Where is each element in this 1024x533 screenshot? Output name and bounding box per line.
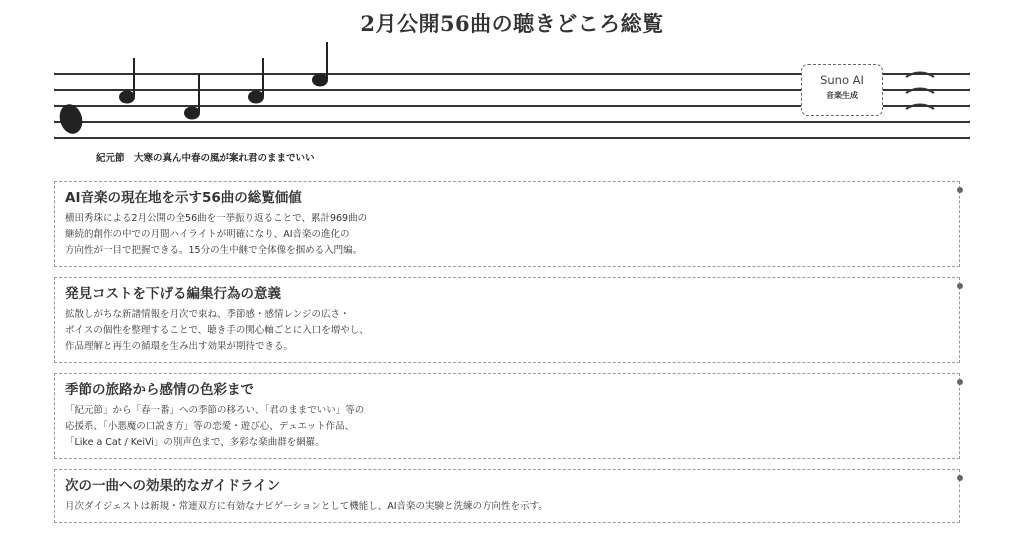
card-body-line: 継続的創作の中での月間ハイライトが明確になり、AI音楽の進化の — [65, 229, 350, 240]
card-body — [65, 403, 949, 451]
card-heading: AI音楽の現在地を示す56曲の総覧価値 — [65, 190, 302, 206]
note-quarter-3 — [248, 58, 264, 104]
card-body — [65, 307, 949, 355]
card-heading: 季節の旅路から感情の色彩まで — [65, 382, 254, 398]
card-next-song-guide — [54, 469, 960, 523]
card-seasons-emotions — [54, 373, 960, 459]
stamp-label-bottom: 音楽生成 — [826, 91, 858, 100]
card-corner-dot — [957, 187, 963, 193]
note-quarter-2 — [184, 74, 200, 120]
card-discovery-cost — [54, 277, 960, 363]
stamp-label-top: Suno AI — [820, 73, 864, 87]
card-body — [65, 211, 949, 259]
card-body-line: 作品理解と再生の循環を生み出す効果が期待できる。 — [65, 341, 294, 352]
card-body-line: 月次ダイジェストは新規・常連双方に有効なナビゲーションとして機能し、AI音楽の実験と洗練の方向性を示す。 — [65, 501, 548, 512]
card-body-line: 方向性が一目で把握できる。15分の生中継で全体像を掴める入門編。 — [65, 245, 363, 256]
card-corner-dot — [957, 283, 963, 289]
card-body-line: 横田秀珠による2月公開の全56曲を一挙振り返ることで、累計969曲の — [65, 213, 368, 224]
card-body-line: 拡散しがちな新譜情報を月次で束ね、季節感・感情レンジの広さ・ — [65, 309, 350, 320]
card-overview-value — [54, 181, 960, 267]
card-body-line: ボイスの個性を整理することで、聴き手の関心軸ごとに入口を増やし、 — [65, 325, 369, 336]
card-heading: 発見コストを下げる編集行為の意義 — [65, 286, 281, 302]
card-heading: 次の一曲への効果的なガイドライン — [65, 478, 281, 494]
note-quarter-1 — [119, 58, 135, 104]
page-title: 2月公開56曲の聴きどころ総覧 — [360, 11, 664, 36]
card-body-line: 応援系、「小悪魔の口説き方」等の恋愛・遊び心、デュエット作品、 — [65, 421, 355, 432]
card-corner-dot — [957, 379, 963, 385]
suno-ai-stamp — [801, 64, 883, 116]
card-body — [65, 499, 949, 515]
card-body-line: 「紀元節」から「春一番」への季節の移ろい、「君のままでいい」等の — [65, 405, 365, 416]
card-corner-dot — [957, 475, 963, 481]
card-body-line: 「Like a Cat / KeiVi」の別声色まで、多彩な楽曲群を網羅。 — [65, 437, 325, 448]
note-quarter-4 — [312, 42, 328, 87]
staff-caption: 紀元節 大寒の真ん中春の風が案れ君のままでいい — [96, 153, 315, 164]
